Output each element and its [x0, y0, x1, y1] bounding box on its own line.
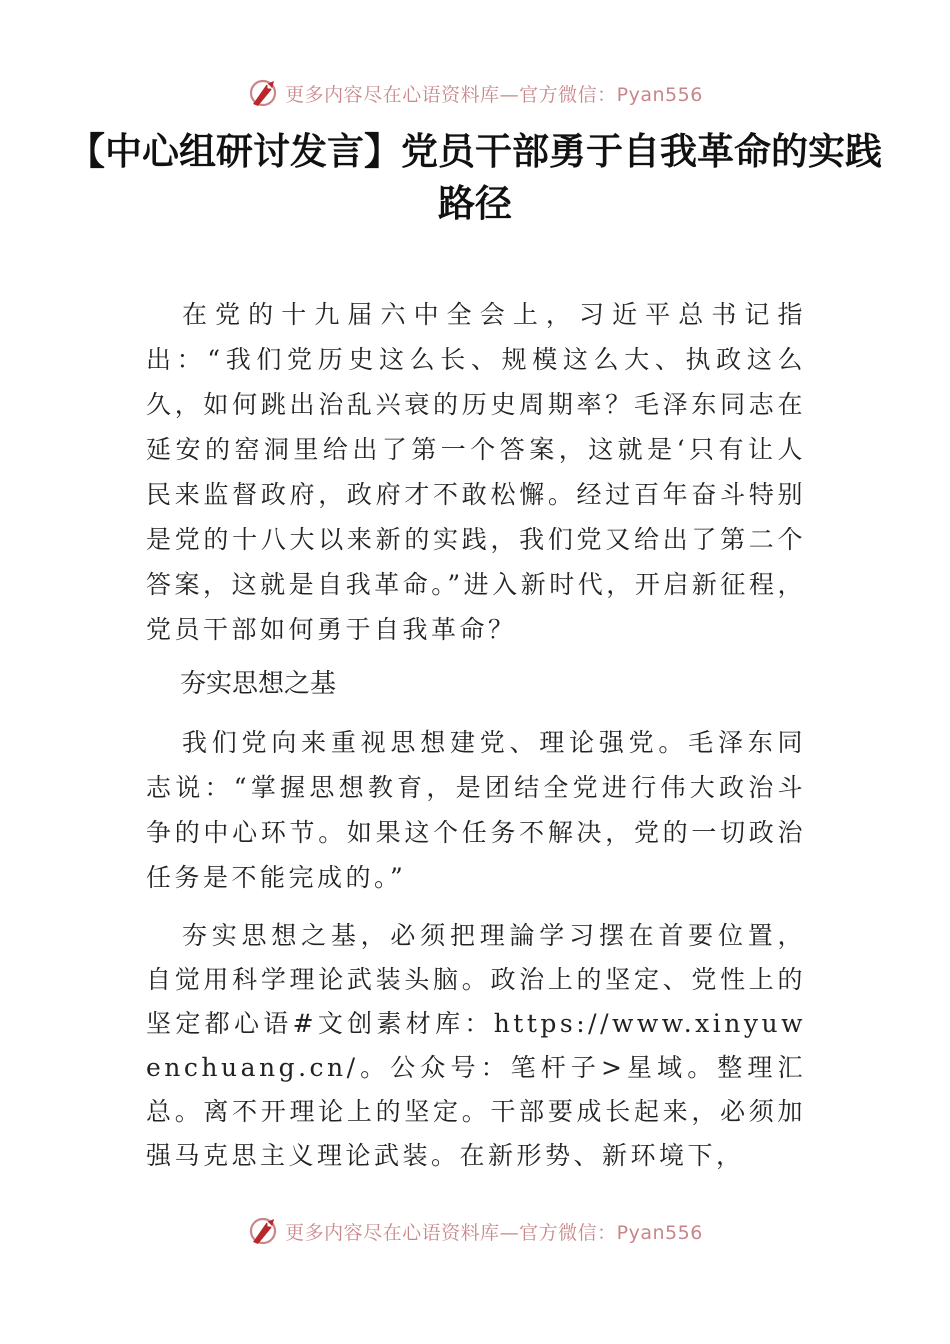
banner-text: 更多内容尽在心语资料库—官方微信：Pyan556	[285, 1221, 703, 1244]
paragraph-text: 在党的十九届六中全会上，习近平总书记指出：“我们党历史这么长、规模这么大、执政这么久，如何跳出治乱兴衰的历史周期率？毛泽东同志在延安的窑洞里给出了第一个答案，这就是‘只有让人民来监督政府，政府才不敢松懈。经过百年奋斗特别是党的十八大以来新的实践，我们党又给出了第二个答案，这就是自我革命。”进入新时代，开启新征程，党员干部如何勇于自我革命？	[146, 300, 806, 644]
paragraph-theory	[146, 914, 806, 1178]
paragraph-text: 夯实思想之基，必须把理論学习摆在首要位置，自觉用科学理论武装头脑。政治上的坚定、党性上的坚定都心语#文创素材库：https://www.xinyuwenchuang.cn/。公众号：笔杆子>星域。整理汇总。离不开理论上的坚定。干部要成长起来，必须加强马克思主义理论武装。在新形势、新环境下，	[146, 921, 806, 1170]
paragraph-intro	[146, 292, 806, 652]
paragraph-text: 我们党向来重视思想建党、理论强党。毛泽东同志说：“掌握思想教育，是团结全党进行伟大政治斗争的中心环节。如果这个任务不解决，党的一切政治任务是不能完成的。”	[146, 728, 806, 892]
banner-text: 更多内容尽在心语资料库—官方微信：Pyan556	[285, 83, 703, 106]
section-heading: 夯实思想之基	[180, 669, 337, 699]
header-banner	[0, 73, 950, 113]
footer-banner	[0, 1211, 950, 1251]
document-title: 【中心组研讨发言】党员干部勇于自我革命的实践路径	[68, 130, 882, 225]
pen-nib-logo-icon	[247, 76, 281, 110]
wechat-id: Pyan556	[616, 1221, 703, 1244]
pen-nib-logo-icon	[247, 1214, 281, 1248]
paragraph-quote	[146, 720, 806, 900]
wechat-id: Pyan556	[616, 83, 703, 106]
